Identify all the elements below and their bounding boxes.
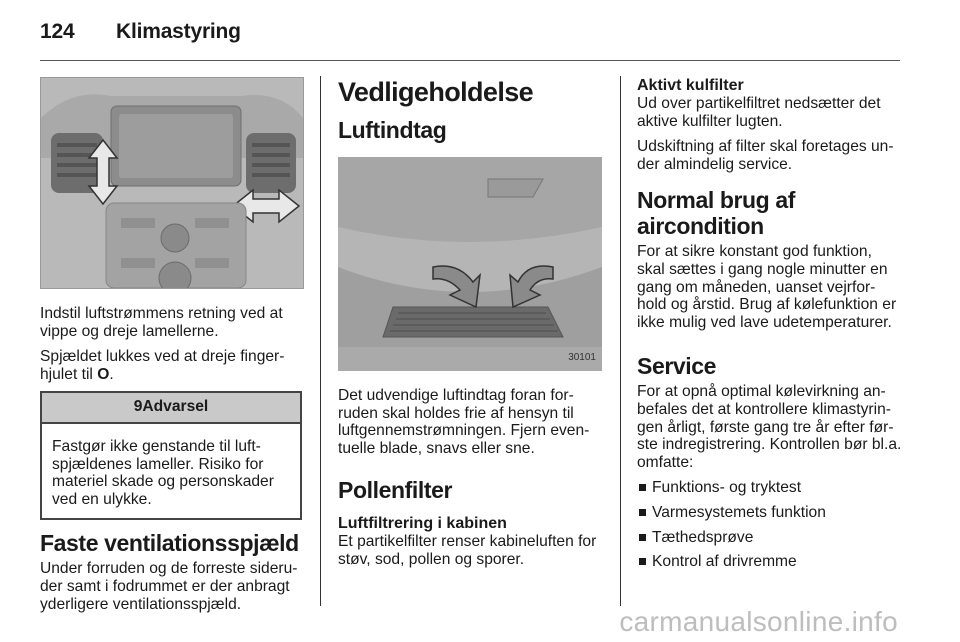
thumbwheel-symbol: O <box>97 365 110 383</box>
page-number: 124 <box>40 20 75 43</box>
right-column <box>637 77 903 578</box>
dashboard-vents-figure <box>40 77 304 289</box>
left-column <box>40 77 302 621</box>
normal-use-heading: Normal brug af aircondition <box>637 187 795 240</box>
pollen-filter-heading: Pollenfilter <box>338 477 453 504</box>
list-item: Varmesystemets funktion <box>637 504 903 522</box>
intro-end: . <box>109 365 114 383</box>
column-divider-2 <box>620 76 621 606</box>
list-item: Tæthedsprøve <box>637 529 903 547</box>
service-checklist <box>637 479 903 570</box>
air-intake-text: Det udvendige luftindtag foran for-ruden skal holdes frie af hensyn til luftgennemstrømningen. Fjern even-tuelle blade, snavs eller sne. <box>338 387 590 457</box>
warning-box <box>40 391 302 520</box>
cabin-filter-heading: Luftfiltrering i kabinen <box>338 515 507 533</box>
fixed-vents-text: Under forruden og de forreste sideru-der samt i fodrummet er der anbragt yderligere ventilationsspjæld. <box>40 560 298 613</box>
figure-number: 30101 <box>568 352 596 364</box>
header-rule <box>40 60 900 61</box>
intro-text: Spjældet lukkes ved at dreje finger-hjulet til <box>40 348 285 383</box>
page-header <box>40 20 241 44</box>
air-intake-heading: Luftindtag <box>338 117 447 143</box>
column-divider-1 <box>320 76 321 606</box>
warning-icon: 9 <box>133 398 143 416</box>
carbon-filter-text-2: Udskiftning af filter skal foretages un-der almindelig service. <box>637 138 894 173</box>
air-intake-illustration <box>338 157 602 371</box>
warning-header <box>42 393 300 424</box>
fixed-vents-heading: Faste ventilationsspjæld <box>40 530 299 557</box>
carbon-filter-heading: Aktivt kulfilter <box>637 77 744 94</box>
left-vent <box>51 133 103 193</box>
middle-column <box>338 77 602 577</box>
chapter-title: Klimastyring <box>116 20 241 43</box>
service-text: For at opnå optimal kølevirkning an-befales det at kontrollere klimastyrin-gen årligt, første gang tre år efter før-ste indregistrering. Kontrollen bør bl.a. omfatte: <box>637 383 902 471</box>
maintenance-heading: Vedligeholdelse <box>338 77 534 107</box>
right-vent <box>246 133 296 193</box>
air-intake-figure <box>338 157 602 371</box>
warning-body: Fastgør ikke genstande til luft-spjældenes lameller. Risiko for materiel skade og personskader ved en ulykke. <box>52 437 274 508</box>
intro-paragraph-2 <box>40 348 302 383</box>
list-item: Kontrol af drivremme <box>637 553 903 571</box>
watermark: carmanualsonline.info <box>619 606 898 637</box>
carbon-filter-text-1: Ud over partikelfiltret nedsætter det aktive kulfilter lugten. <box>637 95 881 130</box>
warning-title: Advarsel <box>142 398 209 416</box>
normal-use-text: For at sikre konstant god funktion, skal sættes i gang nogle minutter en gang om måneden, uanset vejrfor-hold og årstid. Brug af kølefunktion er ikke mulig ved lave udetemperaturer. <box>637 243 897 331</box>
intro-paragraph-1: Indstil luftstrømmens retning ved at vippe og dreje lamellerne. <box>40 305 283 340</box>
cabin-filter-text: Et partikelfilter renser kabineluften for støv, sod, pollen og sporer. <box>338 533 597 568</box>
list-item: Funktions- og tryktest <box>637 479 903 497</box>
service-heading: Service <box>637 353 717 380</box>
